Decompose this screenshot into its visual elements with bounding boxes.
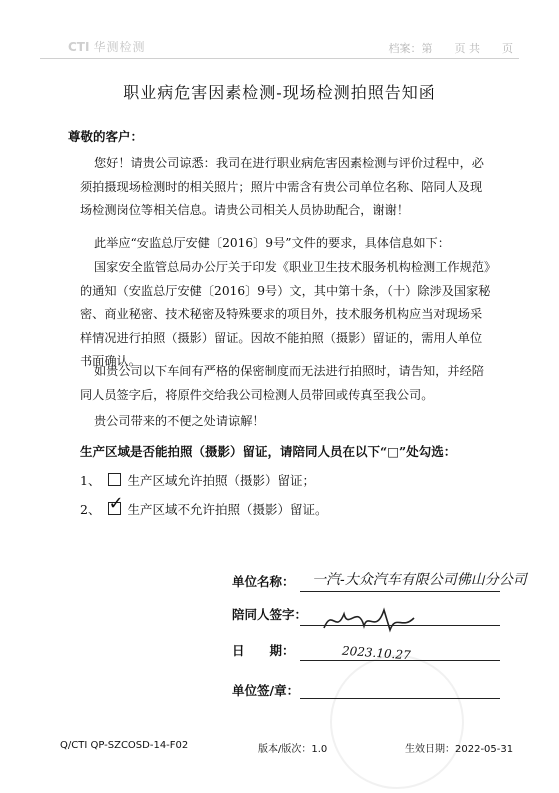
logo-text: 华测检测: [93, 40, 146, 54]
version: 版本/版次：1.0: [258, 744, 328, 755]
unit-name-label: 单位名称：: [232, 574, 295, 589]
check-mark-icon: ✓: [108, 493, 124, 514]
salutation: 尊敬的客户：: [68, 129, 144, 144]
unit-name-handwriting: 一汽-大众汽车有限公司佛山分公司: [312, 572, 527, 588]
paragraph-greeting: 您好！请贵公司谅悉：我司在进行职业病危害因素检测与评价过程中，必须拍摄现场检测时的相关照片；照片中需含有贵公司单位名称、陪同人及现场检测岗位等相关信息。请贵公司相关人员协助配合，谢谢！: [80, 156, 484, 217]
unit-name-line: [300, 591, 500, 592]
paragraph-regulation: 国家安全监管总局办公厅关于印发《职业卫生技术服务机构检测工作规范》的通知（安监总厅安健〔2016〕9号）文，其中第十条，（十）除涉及国家秘密、商业秘密、技术秘密及特殊要求的项目外，技术服务机构应当对现场采样情况进行拍照（摄影）留证。因故不能拍照（摄影）留证的，需用人单位书面确认。: [80, 260, 491, 368]
unit-seal-line: [300, 698, 500, 699]
document-code: Q/CTI QP-SZCOSD-14-F02: [60, 740, 189, 751]
option-disallow: [80, 493, 328, 518]
effective-date: 生效日期：2022-05-31: [405, 744, 514, 755]
option-label: 生产区域不允许拍照（摄影）留证。: [127, 502, 328, 517]
companion-signature-scrawl: [318, 600, 428, 642]
header-divider: [40, 58, 519, 59]
check-instruction: 生产区域是否能拍照（摄影）留证，请陪同人员在以下“□”处勾选：: [80, 444, 457, 459]
date-label: 日 期：: [232, 643, 295, 658]
company-seal: [330, 655, 464, 789]
page-title: 职业病危害因素检测-现场检测拍照告知函: [123, 83, 436, 102]
paragraph-confidentiality: 如贵公司以下车间有严格的保密制度而无法进行拍照时，请告知，并经陪同人员签字后，将原件交给我公司检测人员带回或传真至我公司。: [80, 364, 484, 402]
checkbox-allow[interactable]: [108, 473, 121, 486]
file-number: 档案：第 页 共 页: [388, 42, 513, 55]
date-handwriting: 2023.10.27: [341, 643, 412, 663]
option-number: 1、: [80, 473, 101, 488]
date-line: [300, 660, 500, 661]
option-number: 2、: [80, 502, 101, 517]
paragraph-basis: 此举应“安监总厅安健〔2016〕9号”文件的要求，具体信息如下：: [94, 236, 450, 250]
option-label: 生产区域允许拍照（摄影）留证；: [127, 473, 315, 488]
unit-seal-label: 单位签/章：: [232, 683, 300, 698]
paragraph-apology: 贵公司带来的不便之处请谅解！: [94, 414, 265, 428]
companion-signature-line: [300, 625, 500, 626]
checkbox-disallow[interactable]: [108, 493, 124, 515]
option-allow: [80, 471, 315, 489]
company-logo: [68, 38, 145, 55]
companion-signature-label: 陪同人签字：: [232, 607, 308, 622]
logo-mark: CTI: [68, 40, 90, 54]
